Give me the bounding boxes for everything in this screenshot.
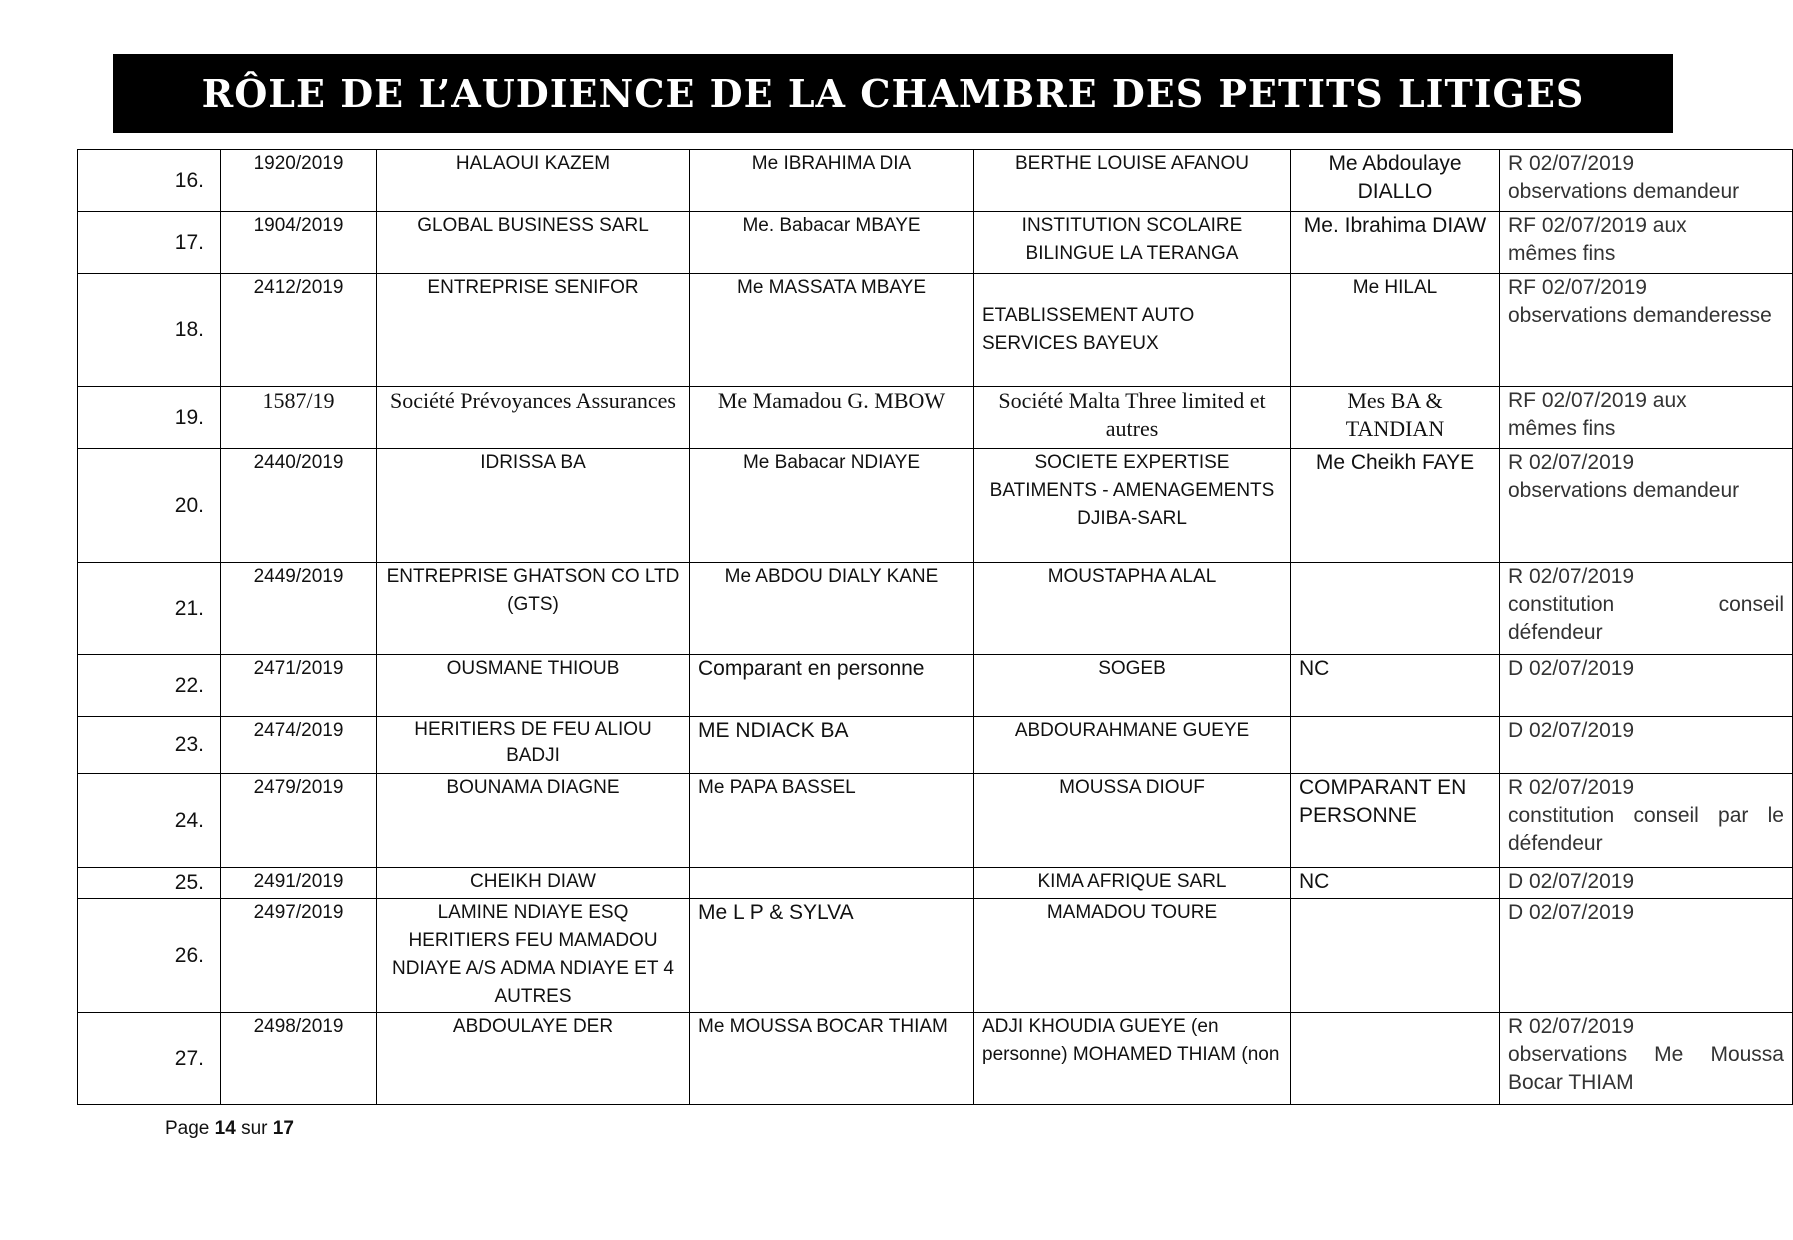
decision: D 02/07/2019: [1508, 901, 1635, 924]
decision: D 02/07/2019: [1508, 870, 1635, 893]
table-row: [78, 655, 1793, 717]
defendant: MOUSTAPHA ALAL: [974, 563, 1291, 655]
case-number: 2440/2019: [221, 449, 377, 563]
decision-cell: [1500, 212, 1793, 274]
defendant: ABDOURAHMANE GUEYE: [974, 717, 1291, 774]
decision-cell: [1500, 1013, 1793, 1105]
page-title: RÔLE DE L’AUDIENCE DE LA CHAMBRE DES PETITS LITIGES: [201, 71, 1585, 116]
page-label: Page: [165, 1118, 210, 1139]
case-number: 2497/2019: [221, 899, 377, 1013]
defendant-lawyer: Me. Ibrahima DIAW: [1291, 212, 1500, 274]
plaintiff: LAMINE NDIAYE ESQ HERITIERS FEU MAMADOU NDIAYE A/S ADMA NDIAYE ET 4 AUTRES: [377, 899, 690, 1013]
plaintiff: OUSMANE THIOUB: [377, 655, 690, 717]
plaintiff: Société Prévoyances Assurances: [377, 387, 690, 449]
case-number: 1920/2019: [221, 150, 377, 212]
plaintiff-lawyer: Me MOUSSA BOCAR THIAM: [690, 1013, 974, 1105]
table-row: [78, 868, 1793, 899]
table-row: [78, 717, 1793, 774]
table-row: [78, 212, 1793, 274]
plaintiff-lawyer: Me PAPA BASSEL: [690, 774, 974, 868]
defendant: INSTITUTION SCOLAIRE BILINGUE LA TERANGA: [974, 212, 1291, 274]
decision: R 02/07/2019: [1508, 776, 1635, 799]
defendant-lawyer: Me HILAL: [1291, 274, 1500, 387]
defendant-lawyer: [1291, 1013, 1500, 1105]
observation: observations demandeur: [1508, 479, 1740, 502]
decision: R 02/07/2019: [1508, 451, 1635, 474]
row-number: 23.: [78, 717, 221, 774]
observation: constitution conseil défendeur: [1508, 593, 1784, 644]
plaintiff-lawyer: Me Mamadou G. MBOW: [690, 387, 974, 449]
decision: D 02/07/2019: [1508, 657, 1635, 680]
plaintiff: ENTREPRISE SENIFOR: [377, 274, 690, 387]
row-number: 17.: [78, 212, 221, 274]
decision-cell: [1500, 774, 1793, 868]
decision: D 02/07/2019: [1508, 719, 1635, 742]
observation: mêmes fins: [1508, 417, 1616, 440]
table-row: [78, 449, 1793, 563]
decision-cell: [1500, 274, 1793, 387]
row-number: 21.: [78, 563, 221, 655]
table-row: [78, 387, 1793, 449]
case-number: 2479/2019: [221, 774, 377, 868]
row-number: 25.: [78, 868, 221, 899]
row-number: 20.: [78, 449, 221, 563]
table-row: [78, 563, 1793, 655]
defendant: ADJI KHOUDIA GUEYE (en personne) MOHAMED THIAM (non: [974, 1013, 1291, 1105]
row-number: 27.: [78, 1013, 221, 1105]
defendant-lawyer: Me Abdoulaye DIALLO: [1291, 150, 1500, 212]
decision-cell: [1500, 868, 1793, 899]
case-number: 1587/19: [221, 387, 377, 449]
defendant-lawyer: COMPARANT EN PERSONNE: [1291, 774, 1500, 868]
defendant: MOUSSA DIOUF: [974, 774, 1291, 868]
decision: R 02/07/2019: [1508, 565, 1635, 588]
row-number: 18.: [78, 274, 221, 387]
plaintiff-lawyer: Me L P & SYLVA: [690, 899, 974, 1013]
decision-cell: [1500, 899, 1793, 1013]
defendant-lawyer: Me Cheikh FAYE: [1291, 449, 1500, 563]
case-number: 2412/2019: [221, 274, 377, 387]
table-row: [78, 1013, 1793, 1105]
defendant-lawyer: NC: [1291, 655, 1500, 717]
observation: mêmes fins: [1508, 242, 1616, 265]
row-number: 22.: [78, 655, 221, 717]
plaintiff: BOUNAMA DIAGNE: [377, 774, 690, 868]
case-number: 2474/2019: [221, 717, 377, 774]
defendant: KIMA AFRIQUE SARL: [974, 868, 1291, 899]
defendant: MAMADOU TOURE: [974, 899, 1291, 1013]
row-number: 26.: [78, 899, 221, 1013]
table-row: [78, 150, 1793, 212]
case-number: 2491/2019: [221, 868, 377, 899]
observation: constitution conseil par le défendeur: [1508, 804, 1784, 855]
defendant-lawyer: NC: [1291, 868, 1500, 899]
case-number: 2471/2019: [221, 655, 377, 717]
plaintiff: HERITIERS DE FEU ALIOU BADJI: [377, 717, 690, 774]
page-number: 14: [214, 1118, 236, 1139]
table-row: [78, 774, 1793, 868]
page-sep: sur: [241, 1118, 268, 1139]
defendant-lawyer: Mes BA & TANDIAN: [1291, 387, 1500, 449]
observation: observations demanderesse: [1508, 304, 1772, 327]
decision: RF 02/07/2019 aux: [1508, 214, 1687, 237]
case-number: 2449/2019: [221, 563, 377, 655]
plaintiff: IDRISSA BA: [377, 449, 690, 563]
decision: RF 02/07/2019 aux: [1508, 389, 1687, 412]
plaintiff-lawyer: Comparant en personne: [690, 655, 974, 717]
defendant: BERTHE LOUISE AFANOU: [974, 150, 1291, 212]
hearing-roll-table: [77, 149, 1793, 1105]
decision-cell: [1500, 387, 1793, 449]
decision-cell: [1500, 655, 1793, 717]
plaintiff-lawyer: [690, 868, 974, 899]
case-number: 1904/2019: [221, 212, 377, 274]
page-footer: [165, 1118, 294, 1140]
plaintiff-lawyer: Me MASSATA MBAYE: [690, 274, 974, 387]
plaintiff: HALAOUI KAZEM: [377, 150, 690, 212]
plaintiff-lawyer: Me Babacar NDIAYE: [690, 449, 974, 563]
decision-cell: [1500, 150, 1793, 212]
page-total: 17: [272, 1118, 294, 1139]
defendant: ETABLISSEMENT AUTO SERVICES BAYEUX: [974, 274, 1291, 387]
title-banner: [113, 54, 1673, 133]
defendant: Société Malta Three limited et autres: [974, 387, 1291, 449]
plaintiff-lawyer: Me ABDOU DIALY KANE: [690, 563, 974, 655]
plaintiff: CHEIKH DIAW: [377, 868, 690, 899]
defendant-lawyer: [1291, 899, 1500, 1013]
defendant: SOCIETE EXPERTISE BATIMENTS - AMENAGEMENTS DJIBA-SARL: [974, 449, 1291, 563]
defendant-lawyer: [1291, 717, 1500, 774]
observation: observations Me Moussa Bocar THIAM: [1508, 1043, 1784, 1094]
plaintiff: ENTREPRISE GHATSON CO LTD (GTS): [377, 563, 690, 655]
row-number: 24.: [78, 774, 221, 868]
table-row: [78, 274, 1793, 387]
case-number: 2498/2019: [221, 1013, 377, 1105]
row-number: 19.: [78, 387, 221, 449]
decision: R 02/07/2019: [1508, 152, 1635, 175]
decision: RF 02/07/2019: [1508, 276, 1647, 299]
defendant-lawyer: [1291, 563, 1500, 655]
table-row: [78, 899, 1793, 1013]
decision-cell: [1500, 563, 1793, 655]
plaintiff-lawyer: Me IBRAHIMA DIA: [690, 150, 974, 212]
plaintiff-lawyer: ME NDIACK BA: [690, 717, 974, 774]
decision-cell: [1500, 449, 1793, 563]
observation: observations demandeur: [1508, 180, 1740, 203]
plaintiff: GLOBAL BUSINESS SARL: [377, 212, 690, 274]
decision: R 02/07/2019: [1508, 1015, 1635, 1038]
row-number: 16.: [78, 150, 221, 212]
plaintiff: ABDOULAYE DER: [377, 1013, 690, 1105]
plaintiff-lawyer: Me. Babacar MBAYE: [690, 212, 974, 274]
defendant: SOGEB: [974, 655, 1291, 717]
decision-cell: [1500, 717, 1793, 774]
